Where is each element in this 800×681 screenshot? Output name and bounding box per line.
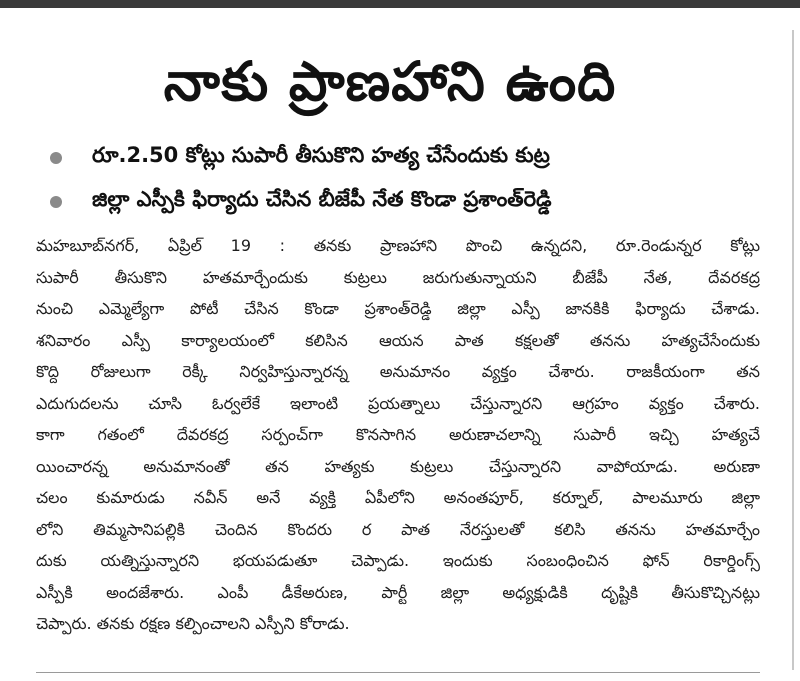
column-divider [792,30,794,670]
body-line: శనివారం ఎస్పీ కార్యాలయంలో కలిసిన ఆయన పాత కక్షలతో తనను హత్యచేసేందుకు [36,330,760,350]
article-headline: నాకు ప్రాణహాని ఉంది [163,50,617,113]
subheadline-text: జిల్లా ఎస్పీకి ఫిర్యాదు చేసిన బీజేపీ నేత కొండా ప్రశాంత్‌రెడ్డి [92,187,552,211]
body-line: ఎదుగుదలను చూసి ఓర్వలేకే ఇలాంటి ప్రయత్నాలు చేస్తున్నారని ఆగ్రహం వ్యక్తం చేశారు. [36,393,760,413]
subheadline-text: రూ.2.50 కోట్లు సుపారీ తీసుకొని హత్య చేసేందుకు కుట్ర [92,143,550,167]
bottom-rule [36,672,760,673]
body-line: నుంచి ఎమ్మెల్యేగా పోటీ చేసిన కొండా ప్రశాంత్‌రెడ్డి జిల్లా ఎస్పీ జానకికి ఫిర్యాదు చేశాడు. [36,299,760,318]
body-line: కొద్ది రోజులుగా రెక్కీ నిర్వహిస్తున్నారన్న అనుమానం వ్యక్తం చేశారు. రాజకీయంగా తన [36,362,760,381]
subheadline-item [50,136,750,180]
body-line: మహబూబ్‌నగర్, ఏప్రిల్ 19 : తనకు ప్రాణహాని పొంచి ఉన్నదని, రూ.రెండున్నర కోట్లు [36,236,760,255]
subheadline-list [50,136,750,224]
top-rule [0,0,800,8]
body-line: యించారన్న అనుమానంతో తన హత్యకు కుట్రలు చేస్తున్నారని వాపోయాడు. అరుణా [36,456,760,476]
body-line: దుకు యత్నిస్తున్నారని భయపడుతూ చెప్పాడు. ఇందుకు సంబంధించిన ఫోన్ రికార్డింగ్స్ [36,551,760,570]
body-line: చలం కుమారుడు నవీన్ అనే వ్యక్తి ఏపీలోని అనంతపూర్, కర్నూల్, పాలమూరు జిల్లా [36,488,760,507]
bullet-icon [50,196,62,208]
bullet-icon [50,152,62,164]
body-line: చెప్పారు. తనకు రక్షణ కల్పించాలని ఎస్పీని కోరాడు. [36,614,350,633]
subheadline-item [50,180,750,224]
body-line: సుపారీ తీసుకొని హతమార్చేందుకు కుట్రలు జరుగుతున్నాయని బీజేపీ నేత, దేవరకద్ర [36,267,760,287]
article-body [36,230,760,640]
body-line: ఎస్పీకి అందజేశారు. ఎంపీ డీకేఅరుణ, పార్టీ జిల్లా అధ్యక్షుడికి దృష్టికి తీసుకొచ్చినట్లు [36,582,760,602]
body-line: లోని తిమ్మసానిపల్లికి చెందిన కొందరు ర పాత నేరస్తులతో కలిసి తనను హతమార్చేం [36,519,760,539]
body-line: కాగా గతంలో దేవరకద్ర సర్పంచ్‌గా కొనసాగిన అరుణాచలాన్ని సుపారీ ఇచ్చి హత్యచే [36,425,760,444]
